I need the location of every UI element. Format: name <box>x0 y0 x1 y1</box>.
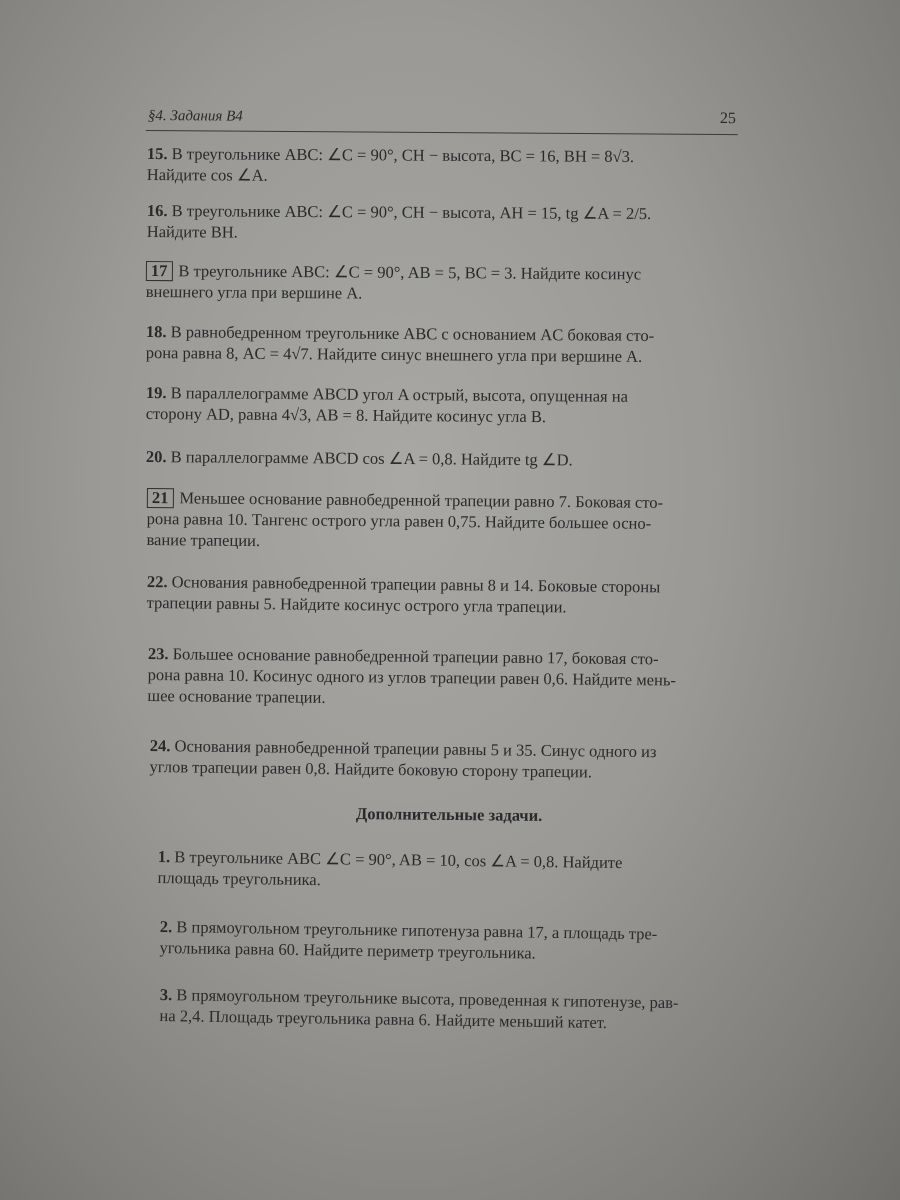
problem-17 <box>146 260 641 305</box>
problem-text-line: В треугольнике ABC: ∠C = 90°, CH − высота, AH = 15, tg ∠A = 2/5. <box>171 201 652 224</box>
problem-text-line: Основания равнобедренной трапеции равны 5 и 35. Синус одного из <box>174 736 657 762</box>
page-number: 25 <box>719 110 736 128</box>
problem-text-line: В треугольнике ABC: ∠C = 90°, CH − высота, BC = 16, BH = 8√3. <box>171 144 635 166</box>
section-heading: §4. Задания В4 <box>147 108 243 125</box>
problem-number: 24. <box>149 735 171 756</box>
problem-text-line: рона равна 10. Тангенс острого угла равен 0,75. Найдите большее осно- <box>146 508 652 533</box>
problem-number: 15. <box>146 143 168 164</box>
problem-16 <box>147 200 652 245</box>
problem-text-line: внешнего угла при вершине A. <box>145 281 363 303</box>
problem-number: 19. <box>145 382 167 403</box>
problem-number-boxed: 21 <box>147 488 174 508</box>
problem-22 <box>147 571 661 618</box>
problem-text-line: площадь треугольника. <box>157 867 321 890</box>
problem-number: 2. <box>159 916 173 937</box>
section-title: Дополнительные задачи. <box>355 804 543 825</box>
problem-19 <box>146 382 628 428</box>
problem-number: 1. <box>157 846 171 867</box>
problem-text-line: В параллелограмме ABCD угол A острый, высота, опущенная на <box>170 383 629 406</box>
problem-text-line: В параллелограмме ABCD cos ∠A = 0,8. Найдите tg ∠D. <box>170 447 573 470</box>
problem-text-line: В прямоугольном треугольнике высота, проведенная к гипотенузе, рав- <box>176 985 679 1013</box>
problem-text-line: В треугольнике ABC: ∠C = 90°, AB = 5, BC = 3. Найдите косинус <box>178 261 642 284</box>
problem-text-line: В равнобедренном треугольнике ABC с основанием AC боковая сто- <box>170 322 655 345</box>
problem-text-line: на 2,4. Площадь треугольника равна 6. Найдите меньший катет. <box>159 1005 608 1033</box>
problem-text-line: вание трапеции. <box>146 529 261 551</box>
problem-text-line: шее основание трапеции. <box>147 685 326 707</box>
problem-text-line: рона равна 10. Косинус одного из углов трапеции равен 0,6. Найдите мень- <box>147 664 677 690</box>
problem-text-line: рона равна 8, AC = 4√7. Найдите синус внешнего угла при вершине A. <box>145 342 643 366</box>
problem-number: 23. <box>147 643 169 664</box>
problem-text-line: трапеции равны 5. Найдите косинус острого угла трапеции. <box>146 592 567 617</box>
problem-23 <box>147 643 676 712</box>
problem-number-boxed: 17 <box>146 261 173 281</box>
problem-text-line: Найдите BH. <box>146 221 238 242</box>
problem-number: 22. <box>146 571 168 592</box>
problem-number: 16. <box>146 200 168 221</box>
problem-text-line: углов трапеции равен 0,8. Найдите боковую сторону трапеции. <box>149 756 593 782</box>
problem-number: 3. <box>159 984 173 1005</box>
problem-text-line: Основания равнобедренной трапеции равны 8 и 14. Боковые стороны <box>171 572 661 597</box>
problem-text-line: Большее основание равнобедренной трапеции равно 17, боковая сто- <box>172 644 659 669</box>
problem-number: 18. <box>145 321 167 342</box>
problem-text-line: В треугольнике ABC ∠C = 90°, AB = 10, cos ∠A = 0,8. Найдите <box>174 847 623 873</box>
problem-text-line: угольника равна 60. Найдите периметр треугольника. <box>159 937 536 963</box>
problem-number: 20. <box>145 446 167 467</box>
extra-problem-2 <box>159 916 657 965</box>
problem-text-line: Найдите cos ∠A. <box>146 164 268 185</box>
problem-15 <box>147 143 634 188</box>
problem-18 <box>146 321 655 367</box>
problem-text-line: В прямоугольном треугольнике гипотенуза равна 17, а площадь тре- <box>176 917 658 944</box>
extra-problem-1 <box>157 846 622 894</box>
problem-20 <box>146 446 573 470</box>
problem-24 <box>149 735 656 783</box>
problem-text-line: Меньшее основание равнобедренной трапеции равно 7. Боковая сто- <box>179 488 664 512</box>
problem-text-line: сторону AD, равна 4√3, AB = 8. Найдите косинус угла B. <box>145 403 547 427</box>
running-head <box>146 106 738 135</box>
problem-21 <box>146 487 663 555</box>
extra-problem-3 <box>159 984 678 1034</box>
